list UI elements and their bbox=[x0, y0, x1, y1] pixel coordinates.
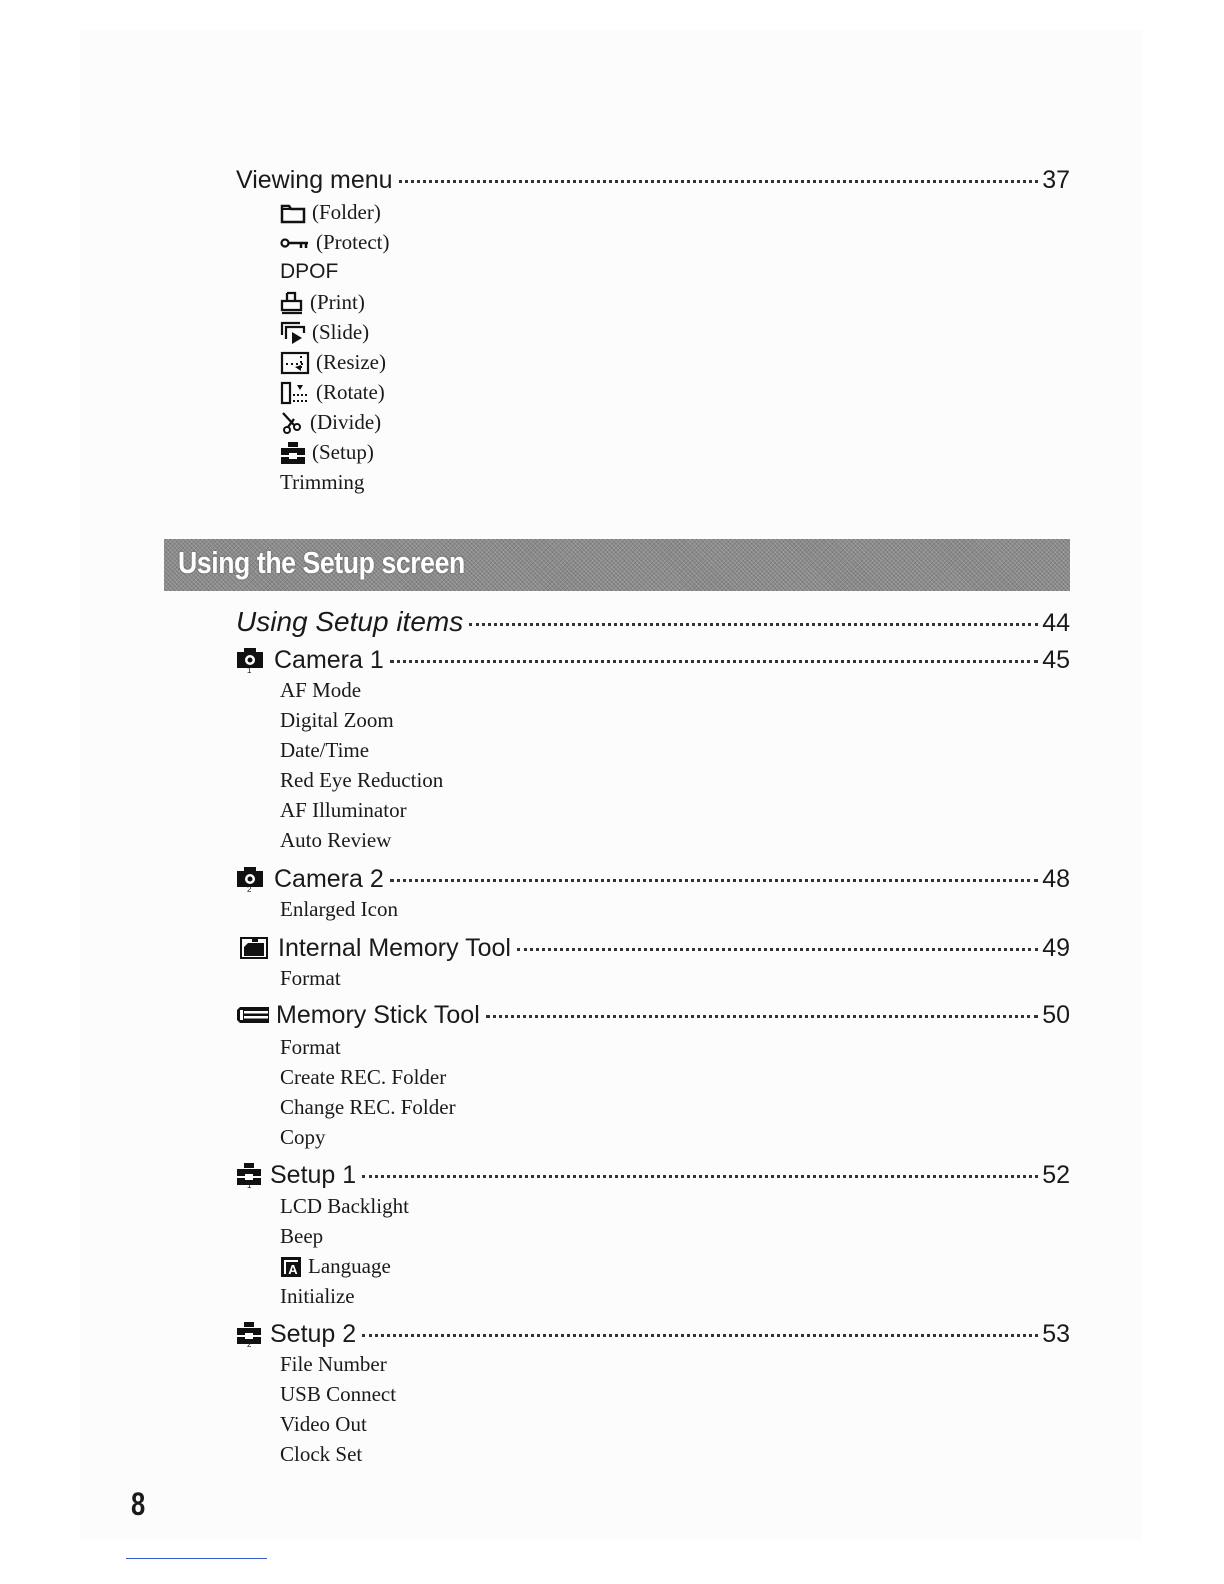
dot-leader bbox=[390, 879, 1038, 882]
toc-subitem: DPOF bbox=[280, 260, 339, 283]
divide-scissors-icon bbox=[280, 411, 304, 435]
toc-subitem: Copy bbox=[280, 1125, 326, 1149]
toc-title: Viewing menu bbox=[236, 166, 393, 194]
toc-entry-memory-stick-tool[interactable] bbox=[236, 1001, 1070, 1030]
toc-subitem: Format bbox=[280, 966, 341, 990]
toc-subitem: (Rotate) bbox=[280, 380, 385, 405]
toc-title: Camera 1 bbox=[274, 646, 384, 674]
toc-subitem: Video Out bbox=[280, 1412, 367, 1436]
toc-title: Camera 2 bbox=[274, 865, 384, 893]
toc-subitem: (Slide) bbox=[280, 320, 369, 345]
toc-subitem: Clock Set bbox=[280, 1442, 363, 1466]
toc-subitem: LCD Backlight bbox=[280, 1194, 409, 1218]
toc-page-number: 48 bbox=[1042, 865, 1070, 893]
toc-title: Memory Stick Tool bbox=[276, 1001, 480, 1029]
section-banner bbox=[164, 539, 1070, 591]
toc-entry-setup-2[interactable] bbox=[236, 1318, 1070, 1349]
toc-page-number: 53 bbox=[1042, 1320, 1070, 1348]
dot-leader bbox=[486, 1015, 1038, 1018]
toc-subitem: (Protect) bbox=[280, 230, 389, 255]
toc-page-number: 50 bbox=[1042, 1001, 1070, 1029]
toc-subitem: (Setup) bbox=[280, 440, 374, 465]
toc-subitem: Trimming bbox=[280, 470, 365, 494]
toc-entry-camera-2[interactable] bbox=[236, 863, 1070, 894]
toc-subitem: Digital Zoom bbox=[280, 708, 394, 732]
toc-subitem: (Print) bbox=[280, 290, 365, 315]
dot-leader bbox=[362, 1334, 1038, 1337]
toc-entry-viewing-menu[interactable] bbox=[236, 166, 1070, 195]
toc-subitem: A Language bbox=[280, 1254, 391, 1279]
dot-leader bbox=[362, 1175, 1038, 1178]
dot-leader bbox=[390, 660, 1038, 663]
camera-icon: 2 bbox=[236, 866, 264, 897]
toc-entry-internal-memory-tool[interactable] bbox=[236, 932, 1070, 963]
page-number: 8 bbox=[131, 1486, 146, 1522]
svg-text:A: A bbox=[288, 1261, 298, 1277]
protect-key-icon bbox=[280, 236, 310, 250]
dot-leader bbox=[399, 180, 1039, 183]
toc-page-number: 52 bbox=[1042, 1161, 1070, 1189]
rotate-icon bbox=[280, 381, 310, 405]
toc-subitem: AF Mode bbox=[280, 678, 362, 702]
toc-subitem: AF Illuminator bbox=[280, 798, 407, 822]
page-background bbox=[80, 30, 1142, 1540]
dot-leader bbox=[517, 948, 1038, 951]
toc-subitem: (Resize) bbox=[280, 350, 386, 375]
toc-subitem: Date/Time bbox=[280, 738, 370, 762]
print-icon bbox=[280, 291, 304, 315]
toc-title: Setup 2 bbox=[270, 1320, 357, 1348]
resize-icon bbox=[280, 351, 310, 375]
toc-entry-camera-1[interactable] bbox=[236, 644, 1070, 675]
toc-page-number: 45 bbox=[1042, 646, 1070, 674]
camera-icon: 1 bbox=[236, 647, 264, 678]
toc-page-number: 37 bbox=[1042, 166, 1070, 194]
toc-subitem: (Folder) bbox=[280, 200, 381, 225]
toc-subitem: Format bbox=[280, 1035, 341, 1059]
toc-subitem: Beep bbox=[280, 1224, 324, 1248]
toc-title: Internal Memory Tool bbox=[278, 934, 511, 962]
folder-icon bbox=[280, 202, 306, 224]
memory-stick-icon bbox=[236, 1004, 270, 1033]
footer-divider bbox=[126, 1558, 267, 1559]
slide-icon bbox=[280, 321, 306, 345]
toc-subitem: USB Connect bbox=[280, 1382, 397, 1406]
toc-subitem: File Number bbox=[280, 1352, 387, 1376]
toc-page-number: 44 bbox=[1042, 609, 1070, 637]
toc-entry-using-setup-items[interactable] bbox=[236, 606, 1070, 638]
toc-title: Setup 1 bbox=[270, 1161, 357, 1189]
toc-subitem: Enlarged Icon bbox=[280, 897, 398, 921]
toc-subitem: Change REC. Folder bbox=[280, 1095, 456, 1119]
toc-subitem: Red Eye Reduction bbox=[280, 768, 444, 792]
dot-leader bbox=[469, 623, 1038, 626]
language-icon bbox=[280, 1256, 302, 1278]
internal-memory-icon bbox=[240, 935, 268, 966]
banner-title: Using the Setup screen bbox=[178, 545, 465, 580]
toc-page-number: 49 bbox=[1042, 934, 1070, 962]
toc-subitem: Auto Review bbox=[280, 828, 392, 852]
toc-subitem: Initialize bbox=[280, 1284, 355, 1308]
setup-toolbox-icon bbox=[280, 441, 306, 465]
toc-title: Using Setup items bbox=[236, 606, 464, 637]
toc-entry-setup-1[interactable] bbox=[236, 1159, 1070, 1190]
setup-toolbox-icon: 2 bbox=[236, 1321, 262, 1352]
toc-subitem: Create REC. Folder bbox=[280, 1065, 447, 1089]
setup-toolbox-icon: 1 bbox=[236, 1162, 262, 1193]
toc-subitem: (Divide) bbox=[280, 410, 381, 435]
